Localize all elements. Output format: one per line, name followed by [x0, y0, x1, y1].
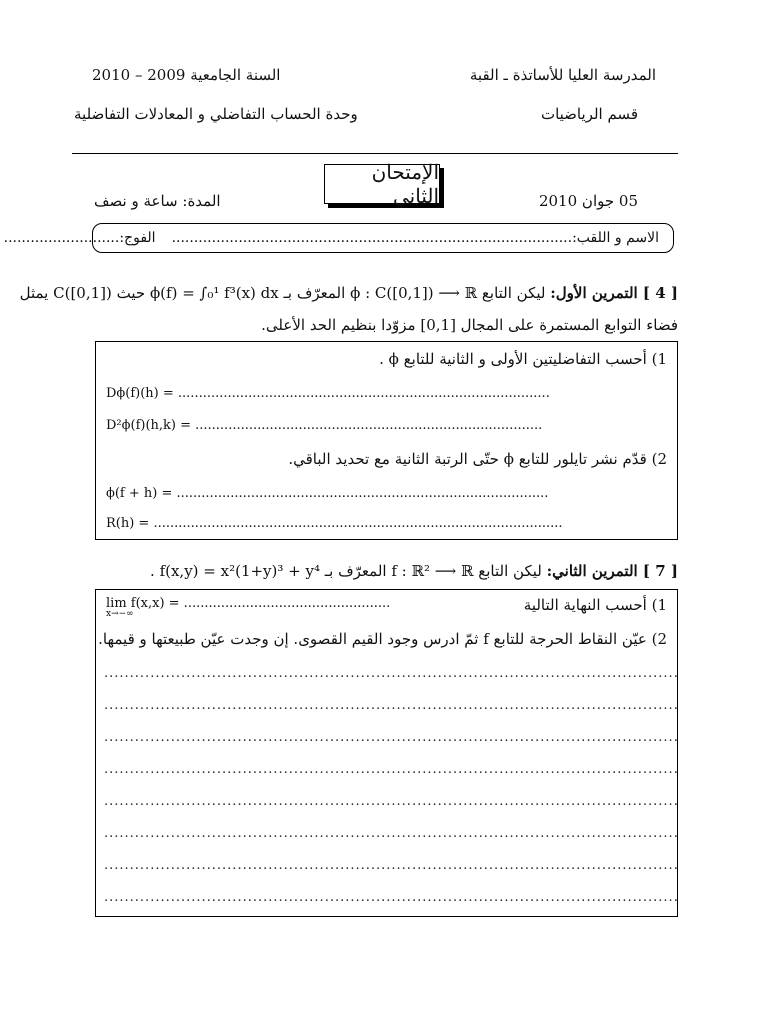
- exam-title-box: [324, 160, 440, 208]
- answer-dot-line[interactable]: ................................................................................................................: [104, 730, 679, 745]
- taylor-expansion-answer[interactable]: ϕ(f + h) = ..........................................................................................: [106, 486, 549, 501]
- exam-duration: المدة: ساعة و نصف: [94, 192, 221, 210]
- exercise2-question2: 2) عيّن النقاط الحرجة للتابع f ثمّ ادرس وجود القيم القصوى. إن وجدت عيّن طبيعتها و قيمها.: [98, 630, 667, 648]
- answer-dot-line[interactable]: ................................................................................................................: [104, 698, 679, 713]
- answer-dot-line[interactable]: ................................................................................................................: [104, 826, 679, 841]
- exercise1-line1: [20, 284, 678, 302]
- answer-dot-line[interactable]: ................................................................................................................: [104, 762, 679, 777]
- answer-dot-line[interactable]: ................................................................................................................: [104, 666, 679, 681]
- answer-dot-line[interactable]: ................................................................................................................: [104, 858, 679, 873]
- exercise1-answer-box: [95, 341, 678, 540]
- exam-date: 05 جوان 2010: [538, 192, 638, 210]
- school-name: المدرسة العليا للأساتذة ـ القبة: [469, 66, 656, 84]
- exam-title: الإمتحان الثاني: [371, 160, 439, 208]
- department: قسم الرياضيات: [540, 105, 638, 123]
- limit-expression: lim f(x,x) = ..................................................: [106, 596, 391, 611]
- first-differential-answer[interactable]: Dϕ(f)(h) = ..........................................................................................: [106, 386, 550, 401]
- answer-dot-line[interactable]: ................................................................................................................: [104, 794, 679, 809]
- exercise1-statement-2: فضاء التوابع المستمرة على المجال [0,1] مزوّدا بنظيم الحد الأعلى.: [261, 316, 678, 334]
- group-field[interactable]: الفوج:..........................: [3, 230, 156, 246]
- remainder-answer[interactable]: R(h) = ...................................................................................................: [106, 516, 563, 531]
- exercise2-answer-box: [95, 589, 678, 917]
- exercise1-question2: 2) قدّم نشر تايلور للتابع ϕ حتّى الرتبة الثانية مع تحديد الباقي.: [288, 450, 667, 468]
- exercise1-question1: 1) أحسب التفاضليتين الأولى و الثانية للتابع ϕ .: [379, 350, 667, 368]
- exercise2-line: [150, 562, 678, 580]
- header-rule: [72, 153, 678, 154]
- name-field[interactable]: الاسم و اللقب:..........................................................................................: [171, 230, 659, 246]
- academic-year: السنة الجامعية 2009 – 2010: [92, 66, 281, 84]
- exercise2-statement: ليكن التابع f : ℝ² ⟶ ℝ المعرّف بـ f(x,y) = x²(1+y)³ + y⁴ .: [150, 562, 542, 580]
- second-differential-answer[interactable]: D²ϕ(f)(h,k) = ....................................................................................: [106, 418, 543, 433]
- exercise1-heading: [ 4 ] التمرين الأول:: [550, 284, 678, 302]
- limit-subscript: x→−∞: [106, 609, 134, 619]
- name-group-box: [3, 223, 674, 253]
- exercise2-question1: 1) أحسب النهاية التالية: [523, 596, 667, 614]
- exercise2-heading: [ 7 ] التمرين الثاني:: [546, 562, 678, 580]
- module-name: وحدة الحساب التفاضلي و المعادلات التفاضلية: [74, 105, 358, 123]
- exercise1-statement-1: ليكن التابع ϕ : C([0,1]) ⟶ ℝ المعرّف بـ ϕ(f) = ∫₀¹ f³(x) dx حيث C([0,1]) يمثل: [19, 284, 546, 302]
- answer-dot-line[interactable]: ................................................................................................................: [104, 890, 679, 905]
- limit-answer[interactable]: [106, 596, 390, 619]
